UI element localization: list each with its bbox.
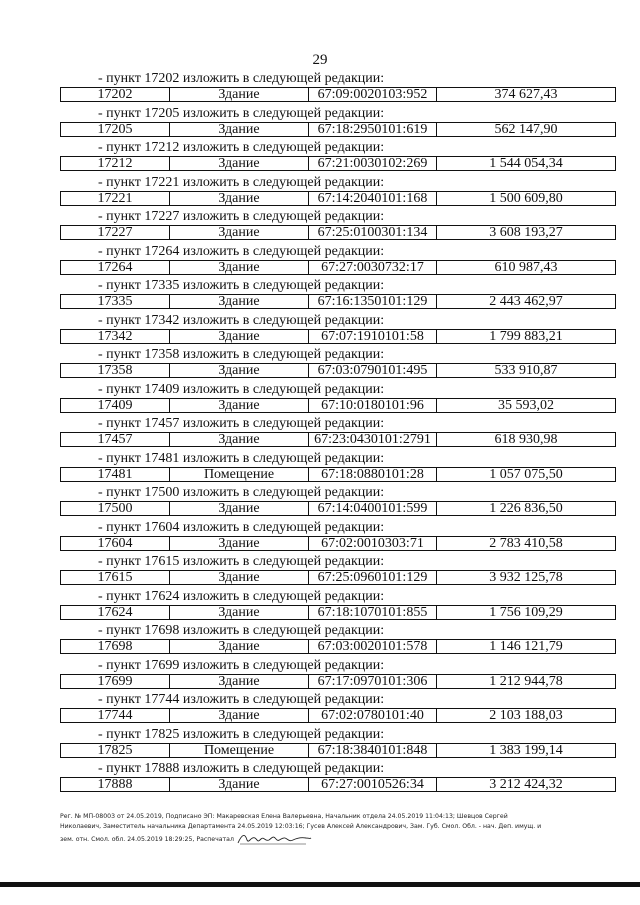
amendment-entry [60, 624, 616, 659]
amendment-intro: - пункт 17205 изложить в следующей редакции: [98, 105, 385, 121]
page-number: 29 [312, 52, 328, 68]
object-type-cell: Здание [170, 123, 309, 136]
cadastral-number-cell: 67:18:2950101:619 [309, 123, 437, 136]
amendment-entry [60, 141, 616, 176]
cadastral-value-cell: 618 930,98 [494, 433, 558, 446]
table-row [60, 674, 616, 689]
table-row [60, 467, 616, 482]
item-number-cell: 17212 [61, 157, 170, 170]
object-type-cell: Здание [170, 537, 309, 550]
cadastral-number-cell: 67:09:0020103:952 [309, 88, 437, 101]
cadastral-number-cell: 67:27:0030732:17 [309, 261, 437, 274]
table-row [60, 536, 616, 551]
cadastral-value-cell: 533 910,87 [494, 364, 558, 377]
object-type-cell: Здание [170, 675, 309, 688]
cadastral-number-cell: 67:27:0010526:34 [309, 778, 437, 791]
item-number-cell: 17227 [61, 226, 170, 239]
amendment-intro: - пункт 17212 изложить в следующей редакции: [98, 140, 385, 155]
amendment-intro: - пункт 17699 изложить в следующей редакции: [98, 657, 385, 673]
cadastral-value-cell: 35 593,02 [498, 398, 554, 412]
cadastral-number-cell: 67:23:0430101:2791 [309, 433, 437, 446]
object-type-cell: Здание [170, 709, 309, 722]
footer-line: Рег. № МП-08003 от 24.05.2019, Подписано ЭП: Макаревская Елена Валерьевна, Начальник отдела 24.05.2019 11:04:13; Шевцов Сергей [60, 813, 508, 820]
item-number-cell: 17358 [61, 364, 170, 377]
cadastral-number-cell: 67:21:0030102:269 [309, 157, 437, 170]
item-number-cell: 17481 [61, 468, 170, 481]
cadastral-value-cell: 1 146 121,79 [489, 640, 563, 653]
object-type-cell: Помещение [170, 468, 309, 481]
object-type-cell: Здание [170, 778, 309, 791]
cadastral-value-cell: 374 627,43 [494, 88, 558, 101]
object-type-cell: Здание [170, 433, 309, 446]
amendment-entry [60, 210, 616, 245]
amendment-entry [60, 176, 616, 211]
cadastral-value-cell: 1 057 075,50 [489, 467, 563, 481]
amendment-entry [60, 555, 616, 590]
amendment-entry [60, 521, 616, 556]
table-row [60, 777, 616, 792]
object-type-cell: Здание [170, 364, 309, 377]
table-row [60, 260, 616, 275]
item-number-cell: 17457 [61, 433, 170, 446]
cadastral-number-cell: 67:14:2040101:168 [309, 192, 437, 205]
cadastral-value-cell: 2 103 188,03 [489, 709, 563, 722]
table-row [60, 329, 616, 344]
table-row [60, 363, 616, 378]
table-row [60, 432, 616, 447]
amendment-intro: - пункт 17409 изложить в следующей редакции: [98, 381, 385, 397]
amendment-entry [60, 417, 616, 452]
object-type-cell: Здание [170, 295, 309, 308]
item-number-cell: 17825 [61, 744, 170, 757]
item-number-cell: 17699 [61, 675, 170, 688]
amendment-entry [60, 659, 616, 694]
cadastral-number-cell: 67:03:0020101:578 [309, 640, 437, 653]
item-number-cell: 17888 [61, 778, 170, 791]
object-type-cell: Здание [170, 157, 309, 170]
cadastral-number-cell: 67:16:1350101:129 [309, 295, 437, 308]
item-number-cell: 17500 [61, 502, 170, 515]
cadastral-number-cell: 67:17:0970101:306 [309, 675, 437, 688]
cadastral-value-cell: 562 147,90 [494, 122, 558, 136]
item-number-cell: 17202 [61, 88, 170, 101]
cadastral-number-cell: 67:10:0180101:96 [309, 399, 437, 412]
amendment-intro: - пункт 17744 изложить в следующей редакции: [98, 692, 385, 707]
amendment-entry [60, 762, 616, 797]
table-row [60, 501, 616, 516]
table-row [60, 225, 616, 240]
page-bottom-bar [0, 882, 640, 887]
amendment-intro: - пункт 17698 изложить в следующей редакции: [98, 623, 385, 638]
cadastral-number-cell: 67:03:0790101:495 [309, 364, 437, 377]
item-number-cell: 17615 [61, 571, 170, 584]
amendment-entry [60, 383, 616, 418]
cadastral-value-cell: 3 212 424,32 [489, 778, 563, 791]
cadastral-value-cell: 1 799 883,21 [489, 329, 563, 343]
item-number-cell: 17698 [61, 640, 170, 653]
amendment-entry [60, 245, 616, 280]
item-number-cell: 17624 [61, 606, 170, 619]
object-type-cell: Здание [170, 88, 309, 101]
object-type-cell: Здание [170, 502, 309, 515]
item-number-cell: 17264 [61, 261, 170, 274]
amendment-intro: - пункт 17358 изложить в следующей редакции: [98, 347, 385, 362]
table-row [60, 570, 616, 585]
amendment-entry [60, 452, 616, 487]
cadastral-number-cell: 67:18:0880101:28 [309, 468, 437, 481]
cadastral-number-cell: 67:18:3840101:848 [309, 744, 437, 757]
amendment-intro: - пункт 17624 изложить в следующей редакции: [98, 588, 385, 604]
amendment-intro: - пункт 17335 изложить в следующей редакции: [98, 278, 385, 293]
table-row [60, 398, 616, 413]
cadastral-value-cell: 2 783 410,58 [489, 536, 563, 550]
item-number-cell: 17342 [61, 330, 170, 343]
item-number-cell: 17409 [61, 399, 170, 412]
object-type-cell: Здание [170, 571, 309, 584]
amendment-intro: - пункт 17342 изложить в следующей редакции: [98, 312, 385, 328]
cadastral-value-cell: 1 500 609,80 [489, 191, 563, 205]
object-type-cell: Здание [170, 192, 309, 205]
cadastral-value-cell: 1 544 054,34 [489, 157, 563, 170]
cadastral-number-cell: 67:25:0100301:134 [309, 226, 437, 239]
table-row [60, 708, 616, 723]
cadastral-number-cell: 67:07:1910101:58 [309, 330, 437, 343]
amendment-entry [60, 590, 616, 625]
cadastral-number-cell: 67:02:0010303:71 [309, 537, 437, 550]
item-number-cell: 17744 [61, 709, 170, 722]
cadastral-value-cell: 1 212 944,78 [489, 674, 563, 688]
cadastral-number-cell: 67:14:0400101:599 [309, 502, 437, 515]
handwritten-signature [236, 832, 312, 846]
amendment-entry [60, 728, 616, 763]
amendment-intro: - пункт 17457 изложить в следующей редакции: [98, 416, 385, 431]
amendment-intro: - пункт 17604 изложить в следующей редакции: [98, 519, 385, 535]
amendment-entry [60, 279, 616, 314]
object-type-cell: Здание [170, 261, 309, 274]
cadastral-number-cell: 67:02:0780101:40 [309, 709, 437, 722]
object-type-cell: Здание [170, 330, 309, 343]
footer-line: зем. отн. Смол. обл. 24.05.2019 18:29:25, Распечатал [60, 832, 608, 846]
amendment-intro: - пункт 17227 изложить в следующей редакции: [98, 209, 385, 224]
amendment-entry [60, 486, 616, 521]
amendment-intro: - пункт 17615 изложить в следующей редакции: [98, 554, 385, 569]
item-number-cell: 17221 [61, 192, 170, 205]
cadastral-value-cell: 3 608 193,27 [489, 226, 563, 239]
signature-footer [60, 812, 608, 846]
amendment-intro: - пункт 17264 изложить в следующей редакции: [98, 243, 385, 259]
table-row [60, 191, 616, 206]
table-row [60, 156, 616, 171]
table-row [60, 743, 616, 758]
amendment-intro: - пункт 17202 изложить в следующей редакции: [98, 71, 385, 86]
table-row [60, 294, 616, 309]
table-row [60, 87, 616, 102]
amendment-entry [60, 72, 616, 107]
cadastral-value-cell: 1 383 199,14 [489, 743, 563, 757]
cadastral-value-cell: 1 756 109,29 [489, 605, 563, 619]
table-row [60, 639, 616, 654]
footer-line: Николаевич, Заместитель начальника Департамента 24.05.2019 12:03:16; Гусев Алексей Александрович, Зам. Губ. Смол. Обл. - нач. Деп. имущ. и [60, 823, 542, 830]
amendment-entry [60, 107, 616, 142]
item-number-cell: 17205 [61, 123, 170, 136]
table-row [60, 605, 616, 620]
amendment-entry [60, 348, 616, 383]
cadastral-number-cell: 67:25:0960101:129 [309, 571, 437, 584]
object-type-cell: Здание [170, 399, 309, 412]
amendment-intro: - пункт 17888 изложить в следующей редакции: [98, 761, 385, 776]
object-type-cell: Помещение [170, 744, 309, 757]
cadastral-value-cell: 3 932 125,78 [489, 571, 563, 584]
object-type-cell: Здание [170, 640, 309, 653]
amendment-intro: - пункт 17500 изложить в следующей редакции: [98, 485, 385, 500]
object-type-cell: Здание [170, 606, 309, 619]
amendment-intro: - пункт 17825 изложить в следующей редакции: [98, 726, 385, 742]
amendment-intro: - пункт 17481 изложить в следующей редакции: [98, 450, 385, 466]
item-number-cell: 17604 [61, 537, 170, 550]
cadastral-value-cell: 2 443 462,97 [489, 295, 563, 308]
amendment-entry [60, 693, 616, 728]
table-row [60, 122, 616, 137]
amendment-entry [60, 314, 616, 349]
item-number-cell: 17335 [61, 295, 170, 308]
cadastral-value-cell: 1 226 836,50 [489, 502, 563, 515]
amendment-list [60, 72, 616, 797]
object-type-cell: Здание [170, 226, 309, 239]
amendment-intro: - пункт 17221 изложить в следующей редакции: [98, 174, 385, 190]
cadastral-number-cell: 67:18:1070101:855 [309, 606, 437, 619]
cadastral-value-cell: 610 987,43 [494, 260, 558, 274]
